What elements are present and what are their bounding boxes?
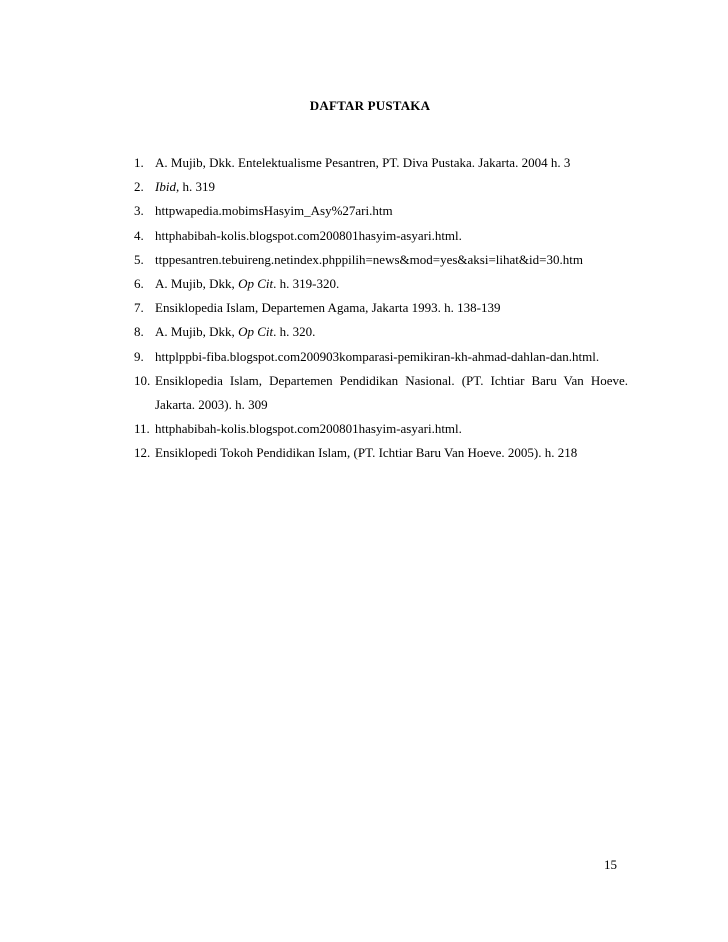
reference-item [134,248,628,272]
reference-number: 1. [134,155,144,170]
page-number: 15 [604,857,617,872]
reference-text-suffix: . h. 320. [273,324,316,340]
reference-number: 2. [134,179,144,195]
reference-italic-text: Ibid, [155,179,180,195]
reference-number: 9. [134,348,144,364]
reference-number: 12. [134,445,151,461]
reference-number: 8. [134,324,144,340]
reference-item [134,417,628,441]
reference-text-suffix: h. 319 [179,179,215,195]
reference-item [134,441,628,465]
reference-number: 3. [134,203,144,219]
reference-text: Ensiklopedia Islam, Departemen Agama, Jakarta 1993. h. 138-139 [155,300,501,316]
reference-number: 5. [134,251,144,267]
reference-text: A. Mujib, Dkk, [155,276,239,292]
reference-text: httphabibah-kolis.blogspot.com200801hasyim-asyari.html. [155,227,462,243]
page-title: DAFTAR PUSTAKA [309,98,431,113]
reference-list [134,151,628,466]
reference-text: httplppbi-fiba.blogspot.com200903komparasi-pemikiran-kh-ahmad-dahlan-dan.html. [155,348,600,364]
reference-text: A. Mujib, Dkk, [155,324,239,340]
reference-text: A. Mujib, Dkk. Entelektualisme Pesantren, PT. Diva Pustaka. Jakarta. 2004 h. 3 [155,155,571,170]
reference-item [134,151,628,175]
reference-item [134,320,628,344]
reference-item [134,224,628,248]
reference-italic-text: Op Cit [238,276,274,292]
reference-number: 10. [134,372,151,388]
reference-item [134,272,628,296]
reference-item [134,175,628,199]
reference-number: 6. [134,276,144,292]
reference-item [134,296,628,320]
reference-text: httpwapedia.mobimsHasyim_Asy%27ari.htm [155,203,393,219]
reference-number: 4. [134,227,144,243]
reference-text: ttppesantren.tebuireng.netindex.phppilih=news&mod=yes&aksi=lihat&id=30.htm [155,251,583,267]
reference-item [134,199,628,223]
reference-number: 7. [134,300,144,316]
reference-text: httphabibah-kolis.blogspot.com200801hasyim-asyari.html. [155,421,462,437]
reference-text-suffix: . h. 319-320. [273,276,340,292]
reference-text: Ensiklopedi Tokoh Pendidikan Islam, (PT. Ichtiar Baru Van Hoeve. 2005). h. 218 [155,445,578,461]
reference-number: 11. [134,421,150,437]
reference-item [134,369,628,417]
reference-italic-text: Op Cit [238,324,274,340]
reference-text: Ensiklopedia Islam, Departemen Pendidikan Nasional. (PT. Ichtiar Baru Van Hoeve. Jakarta. 2003). h. 309 [155,372,628,413]
reference-item [134,345,628,369]
